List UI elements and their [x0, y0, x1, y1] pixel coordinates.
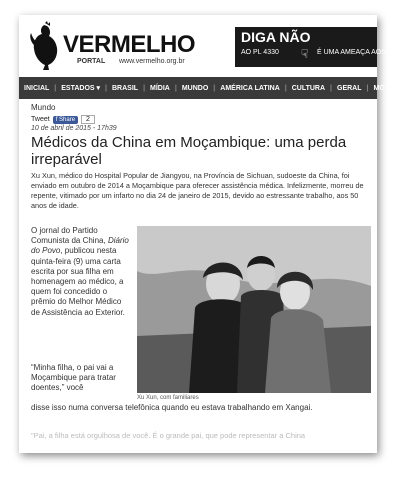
- article-page: [19, 15, 395, 453]
- article-photo: [137, 226, 371, 393]
- tweet-button[interactable]: Tweet: [31, 116, 50, 123]
- nav-divider: |: [366, 84, 369, 92]
- article-lead: Xu Xun, médico do Hospital Popular de Jiangyou, na Província de Sichuan, sudoeste da China, foi enviado em outubro de 2014 a Moçambique para oferecer assistência médica. Infelizmente, morreu de repente, vitimado por um infarto no dia 24 de janeiro de 2015, devido ao estressante trabalho, aos 50 anos de idade.: [31, 171, 364, 210]
- main-nav: [19, 77, 385, 99]
- banner-headline: DIGA NÃO: [241, 29, 311, 45]
- facebook-share-button[interactable]: [53, 116, 78, 124]
- share-count: 2: [81, 115, 95, 124]
- article-date: 10 de abril de 2015 - 17h39: [31, 125, 117, 132]
- article-body-paragraph: [31, 226, 131, 318]
- social-buttons: [31, 115, 95, 124]
- body-text-2: , publicou nesta quinta-feira (9) uma carta escrita por sua filha em homenagem ao médico, a quem foi concedido o prêmio do Melhor Médico de Assistência ao Exterior.: [31, 246, 125, 317]
- article-faded-line: "Pai, a filha está orgulhosa de você. É o grande pai, que pode representar a China: [31, 431, 306, 440]
- banner-tagline: É UMA AMEAÇA AOS DI: [317, 49, 395, 56]
- site-logo-subtitle: PORTAL: [77, 58, 106, 65]
- nav-divider: |: [213, 84, 216, 92]
- nav-item-mo[interactable]: MO: [373, 84, 385, 92]
- nav-divider: |: [105, 84, 107, 92]
- newspaper-name: Diário do Povo: [31, 236, 129, 256]
- thumbs-down-icon: ☟: [301, 47, 309, 61]
- rooster-logo-icon[interactable]: [27, 21, 61, 71]
- facebook-icon: f: [55, 116, 58, 123]
- nav-divider: |: [174, 84, 177, 92]
- family-photo-image: [137, 226, 371, 393]
- share-label: Share: [59, 116, 76, 123]
- site-url: www.vermelho.org.br: [119, 58, 185, 65]
- campaign-banner[interactable]: [235, 27, 395, 67]
- nav-divider: |: [284, 84, 287, 92]
- nav-item-inicial[interactable]: INICIAL: [24, 84, 50, 92]
- nav-item-estados[interactable]: ESTADOS ▾: [61, 85, 101, 92]
- nav-item-brasil[interactable]: BRASIL: [112, 84, 139, 92]
- nav-divider: |: [330, 84, 333, 92]
- nav-item-cultura[interactable]: CULTURA: [291, 84, 326, 92]
- section-label[interactable]: Mundo: [31, 103, 56, 112]
- site-header: [19, 15, 395, 77]
- body-text-1: O jornal do Partido Comunista da China,: [31, 226, 106, 246]
- nav-divider: |: [54, 84, 57, 92]
- article-title: Médicos da China em Moçambique: uma perda irreparável: [31, 134, 347, 168]
- banner-subline: AO PL 4330: [241, 49, 279, 56]
- site-logo-text[interactable]: VERMELHO: [63, 31, 196, 58]
- nav-item-geral[interactable]: GERAL: [337, 84, 362, 92]
- nav-divider: |: [143, 84, 146, 92]
- nav-item-america-latina[interactable]: AMÉRICA LATINA: [220, 84, 280, 92]
- nav-item-midia[interactable]: MÍDIA: [150, 84, 170, 92]
- nav-item-mundo[interactable]: MUNDO: [181, 84, 209, 92]
- article-quote-continuation: disse isso numa conversa telefônica quando eu estava trabalhando em Xangai.: [31, 403, 313, 412]
- article-quote: “Minha filha, o pai vai a Moçambique para tratar doentes,” você: [31, 363, 116, 393]
- photo-caption: Xu Xun, com familiares: [137, 395, 199, 401]
